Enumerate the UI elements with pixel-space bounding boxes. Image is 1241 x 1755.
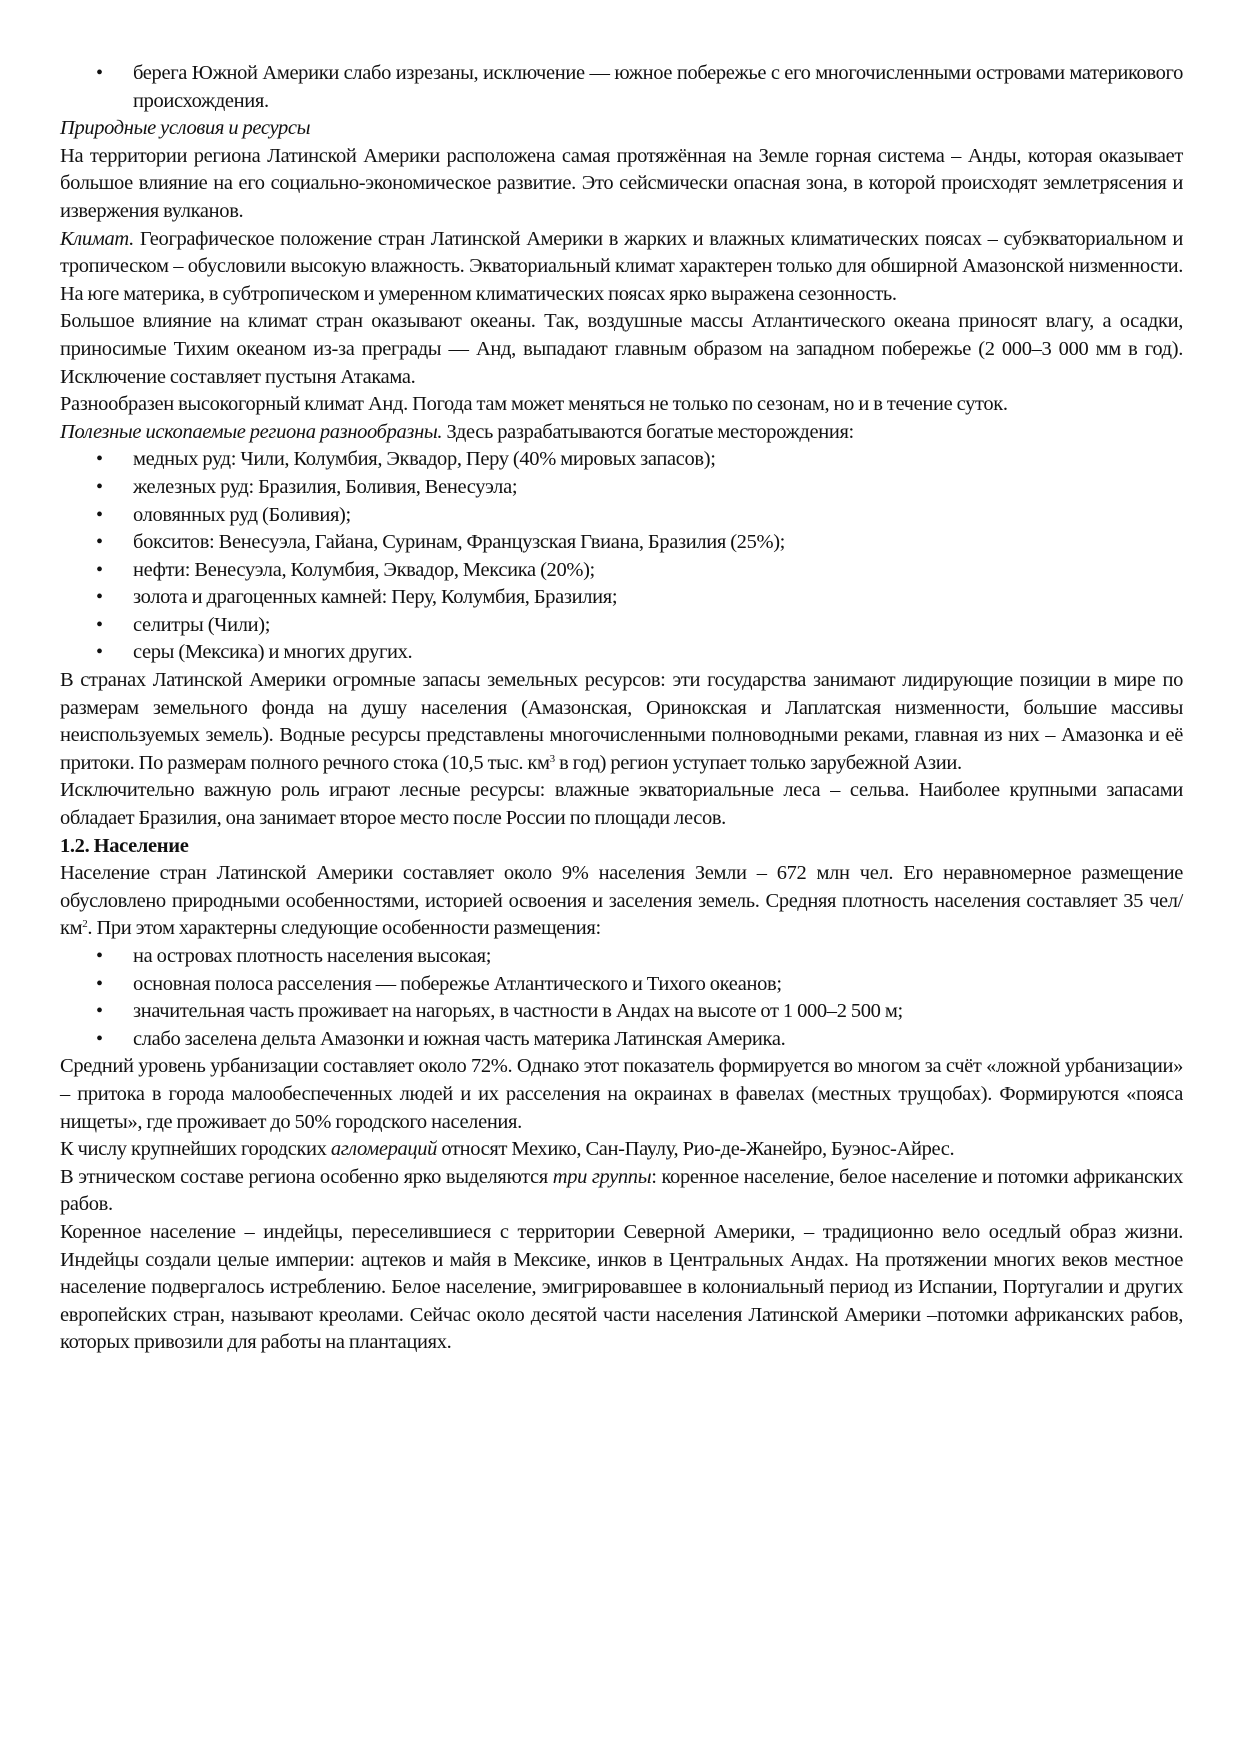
- paragraph-urbanization: Средний уровень урбанизации составляет около 72%. Однако этот показатель формируется во многом за счёт «ложной урбанизации» – притока в города малообеспеченных людей и их расселения на окраинах в фавелах (местных трущобах). Формируются «пояса нищеты», где проживает до 50% городского населения.: [60, 1055, 1183, 1133]
- list-item: • серы (Мексика) и многих других.: [60, 639, 1183, 667]
- paragraph-ethnic: [60, 1164, 1183, 1219]
- section-heading-natural: Природные условия и ресурсы: [60, 117, 311, 140]
- population-text-end: . При этом характерны следующие особенности размещения:: [87, 917, 601, 940]
- ethnic-text-end: : коренное население, белое население и потомки африканских рабов.: [60, 1165, 1183, 1216]
- population-features-list: [60, 943, 1183, 1053]
- document-page: [60, 60, 1183, 1357]
- superscript: 3: [549, 752, 555, 765]
- climate-label: Климат.: [60, 227, 134, 250]
- intro-bullet-list: [60, 60, 1183, 115]
- paragraph-land-water: [60, 667, 1183, 777]
- list-item: • значительная часть проживает на нагорьях, в частности в Андах на высоте от 1 000–2 500 м;: [60, 998, 1183, 1026]
- agglo-text: К числу крупнейших городских: [60, 1138, 331, 1161]
- superscript: 2: [82, 918, 88, 931]
- land-text-end: в год) регион уступает только зарубежной Азии.: [554, 751, 962, 774]
- minerals-list: [60, 446, 1183, 667]
- paragraph-agglomerations: [60, 1136, 1183, 1164]
- agglo-term: агломераций: [330, 1138, 438, 1161]
- ethnic-term: три группы: [552, 1165, 652, 1188]
- list-item: • основная полоса расселения — побережье Атлантического и Тихого океанов;: [60, 971, 1183, 999]
- list-item: • золота и драгоценных камней: Перу, Колумбия, Бразилия;: [60, 584, 1183, 612]
- climate-text: Географическое положение стран Латинской Америки в жарких и влажных климатических поясах – субэкваториальном и тропическом – обусловили высокую влажность. Экваториальный климат характерен только для обширной Амазонской низменности. На юге материка, в субтропическом и умеренном климатических поясах ярко выражена сезонность.: [60, 227, 1183, 305]
- paragraph-highland: Разнообразен высокогорный климат Анд. Погода там может меняться не только по сезонам, но и в течение суток.: [60, 393, 1008, 416]
- paragraph-oceans: Большое влияние на климат стран оказывают океаны. Так, воздушные массы Атлантического океана приносят влагу, а осадки, приносимые Тихим океаном из-за преграды — Анд, выпадают главным образом на западном побережье (2 000–3 000 мм в год). Исключение составляет пустыня Атакама.: [60, 310, 1183, 388]
- minerals-text: Здесь разрабатываются богатые месторождения:: [442, 420, 854, 443]
- agglo-text-end: относят Мехико, Сан-Паулу, Рио-де-Жанейро, Буэнос-Айрес.: [437, 1138, 955, 1161]
- list-item: • слабо заселена дельта Амазонки и южная часть материка Латинская Америка.: [60, 1026, 1183, 1054]
- list-item: • селитры (Чили);: [60, 612, 1183, 640]
- paragraph-indigenous: Коренное население – индейцы, переселившиеся с территории Северной Америки, – традиционно вело оседлый образ жизни. Индейцы создали целые империи: ацтеков и майя в Мексике, инков в Центральных Андах. На протяжении многих веков местное население подвергалось истреблению. Белое население, эмигрировавшее в колониальный период из Испании, Португалии и других европейских стран, называют креолами. Сейчас около десятой части населения Латинской Америки –потомки африканских рабов, которых привозили для работы на плантациях.: [60, 1220, 1183, 1354]
- section-heading-population: 1.2. Население: [60, 834, 189, 857]
- paragraph-climate: [60, 226, 1183, 309]
- list-item: • железных руд: Бразилия, Боливия, Венесуэла;: [60, 474, 1183, 502]
- paragraph-minerals: [60, 419, 1183, 447]
- paragraph-andes: На территории региона Латинской Америки расположена самая протяжённая на Земле горная система – Анды, которая оказывает большое влияние на его социально-экономическое развитие. Это сейсмически опасная зона, в которой происходят землетрясения и извержения вулканов.: [60, 144, 1183, 222]
- list-item: • медных руд: Чили, Колумбия, Эквадор, Перу (40% мировых запасов);: [60, 446, 1183, 474]
- list-item: • нефти: Венесуэла, Колумбия, Эквадор, Мексика (20%);: [60, 557, 1183, 585]
- minerals-label: Полезные ископаемые региона разнообразны.: [60, 420, 443, 443]
- paragraph-forest: Исключительно важную роль играют лесные ресурсы: влажные экваториальные леса – сельва. Наиболее крупными запасами обладает Бразилия, она занимает второе место после России по площади лесов.: [60, 779, 1183, 830]
- list-item: • бокситов: Венесуэла, Гайана, Суринам, Французская Гвиана, Бразилия (25%);: [60, 529, 1183, 557]
- list-item: • оловянных руд (Боливия);: [60, 502, 1183, 530]
- ethnic-text: В этническом составе региона особенно ярко выделяются: [60, 1165, 553, 1188]
- list-item: • на островах плотность населения высокая;: [60, 943, 1183, 971]
- land-text: В странах Латинской Америки огромные запасы земельных ресурсов: эти государства занимают лидирующие позиции в мире по размерам земельного фонда на душу населения (Амазонская, Оринокская и Лаплатская низменности, большие массивы неиспользуемых земель). Водные ресурсы представлены многочисленными полноводными реками, главная из них – Амазонка и её притоки. По размерам полного речного стока (10,5 тыс. км: [60, 669, 1183, 774]
- paragraph-population: [60, 860, 1183, 943]
- population-text: Население стран Латинской Америки составляет около 9% населения Земли – 672 млн чел. Его неравномерное размещение обусловлено природными особенностями, историей освоения и заселения земель. Средняя плотность населения составляет 35 чел/км: [60, 862, 1183, 940]
- list-item: • берега Южной Америки слабо изрезаны, исключение — южное побережье с его многочисленными островами материкового происхождения.: [60, 60, 1183, 115]
